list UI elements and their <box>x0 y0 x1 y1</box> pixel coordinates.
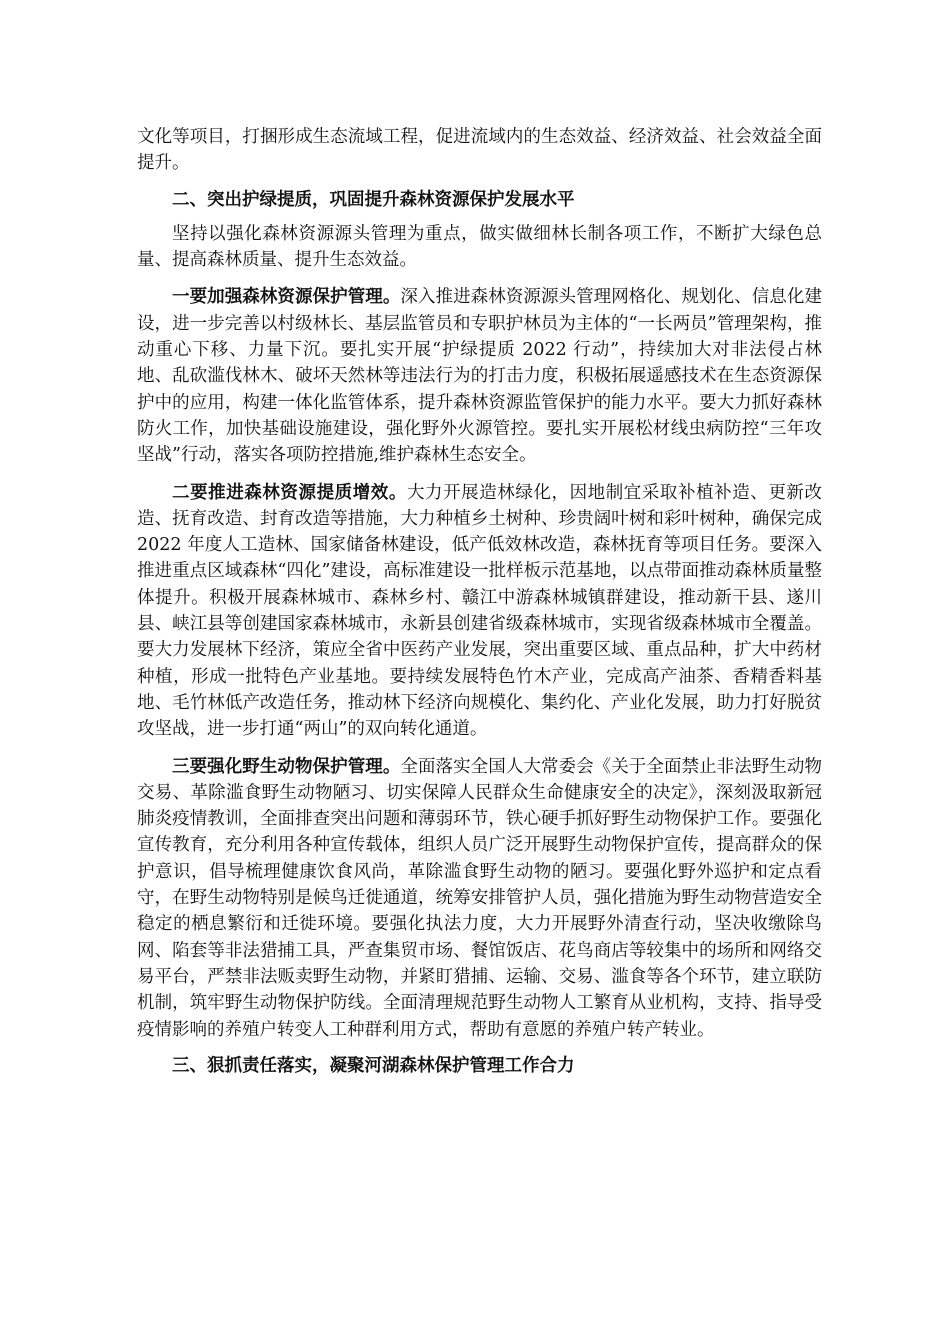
paragraph-forest-protection <box>137 284 822 468</box>
section-heading-3: 三、狠抓责任落实，凝聚河湖森林保护管理工作合力 <box>172 1055 575 1076</box>
paragraph-wildlife-protection <box>137 754 822 1043</box>
paragraph-forest-quality <box>137 480 822 743</box>
section-heading-2: 二、突出护绿提质，巩固提升森林资源保护发展水平 <box>172 189 575 210</box>
paragraph-body-text: 深入推进森林资源源头管理网格化、规划化、信息化建设，进一步完善以村级林长、基层监管员和专职护林员为主体的“一长两员”管理架构，推动重心下移、力量下沉。要扎实开展“护绿提质 2022 行动”，持续加大对非法侵占林地、乱砍滥伐林木、破坏天然林等违法行为的打击力度，积极拓展遥感技术在生态资源保护中的应用，构建一体化监管体系，提升森林资源监管保护的能力水平。要大力抓好森林防火工作，加快基础设施建设，强化野外火源管控。要扎实开展松材线虫病防控“三年攻坚战”行动，落实各项防控措施,维护森林生态安全。 <box>137 287 823 466</box>
paragraph-intro: 坚持以强化森林资源源头管理为重点，做实做细林长制各项工作，不断扩大绿色总量、提高森林质量、提升生态效益。 <box>137 223 822 271</box>
paragraph-lead-text: 二要推进森林资源提质增效。 <box>172 482 407 503</box>
paragraph-body-text: 大力开展造林绿化，因地制宜采取补植补造、更新改造、抚育改造、封育改造等措施，大力种植乡土树种、珍贵阔叶树和彩叶树种，确保完成 2022 年度人工造林、国家储备林建设，低产低效林改造，森林抚育等项目任务。要深入推进重点区域森林“四化”建设，高标准建设一批样板示范基地，以点带面推动森林质量整体提升。积极开展森林城市、森林乡村、赣江中游森林城镇群建设，推动新干县、遂川县、峡江县等创建国家森林城市，永新县创建省级森林城市，实现省级森林城市全覆盖。要大力发展林下经济，策应全省中医药产业发展，突出重要区域、重点品种，扩大中药材种植，形成一批特色产业基地。要持续发展特色竹木产业，完成高产油茶、香精香料基地、毛竹林低产改造任务，推动林下经济向规模化、集约化、产业化发展，助力打好脱贫攻坚战，进一步打通“两山”的双向转化通道。 <box>137 482 823 740</box>
paragraph-body-text: 全面落实全国人大常委会《关于全面禁止非法野生动物交易、革除滥食野生动物陋习、切实保障人民群众生命健康安全的决定》，深刻汲取新冠肺炎疫情教训，全面排查突出问题和薄弱环节，铁心硬手抓好野生动物保护工作。要强化宣传教育，充分利用各种宣传载体，组织人员广泛开展野生动物保护宣传，提高群众的保护意识，倡导梳理健康饮食风尚，革除滥食野生动物的陋习。要强化野外巡护和定点看守，在野生动物特别是候鸟迁徙通道，统筹安排管护人员，强化措施为野生动物营造安全稳定的栖息繁衍和迁徙环境。要强化执法力度，大力开展野外清查行动，坚决收缴除鸟网、陷套等非法猎捕工具，严查集贸市场、餐馆饭店、花鸟商店等较集中的场所和网络交易平台，严禁非法贩卖野生动物，并紧盯猎捕、运输、交易、滥食等各个环节，建立联防机制，筑牢野生动物保护防线。全面清理规范野生动物人工繁育从业机构，支持、指导受疫情影响的养殖户转变人工种群利用方式，帮助有意愿的养殖户转产转业。 <box>137 756 823 1040</box>
document-page <box>137 124 822 1087</box>
paragraph-lead-text: 三要强化野生动物保护管理。 <box>172 756 401 777</box>
paragraph-continuation: 文化等项目，打捆形成生态流域工程，促进流域内的生态效益、经济效益、社会效益全面提升。 <box>137 127 822 174</box>
paragraph-lead-text: 一要加强森林资源保护管理。 <box>172 287 401 308</box>
